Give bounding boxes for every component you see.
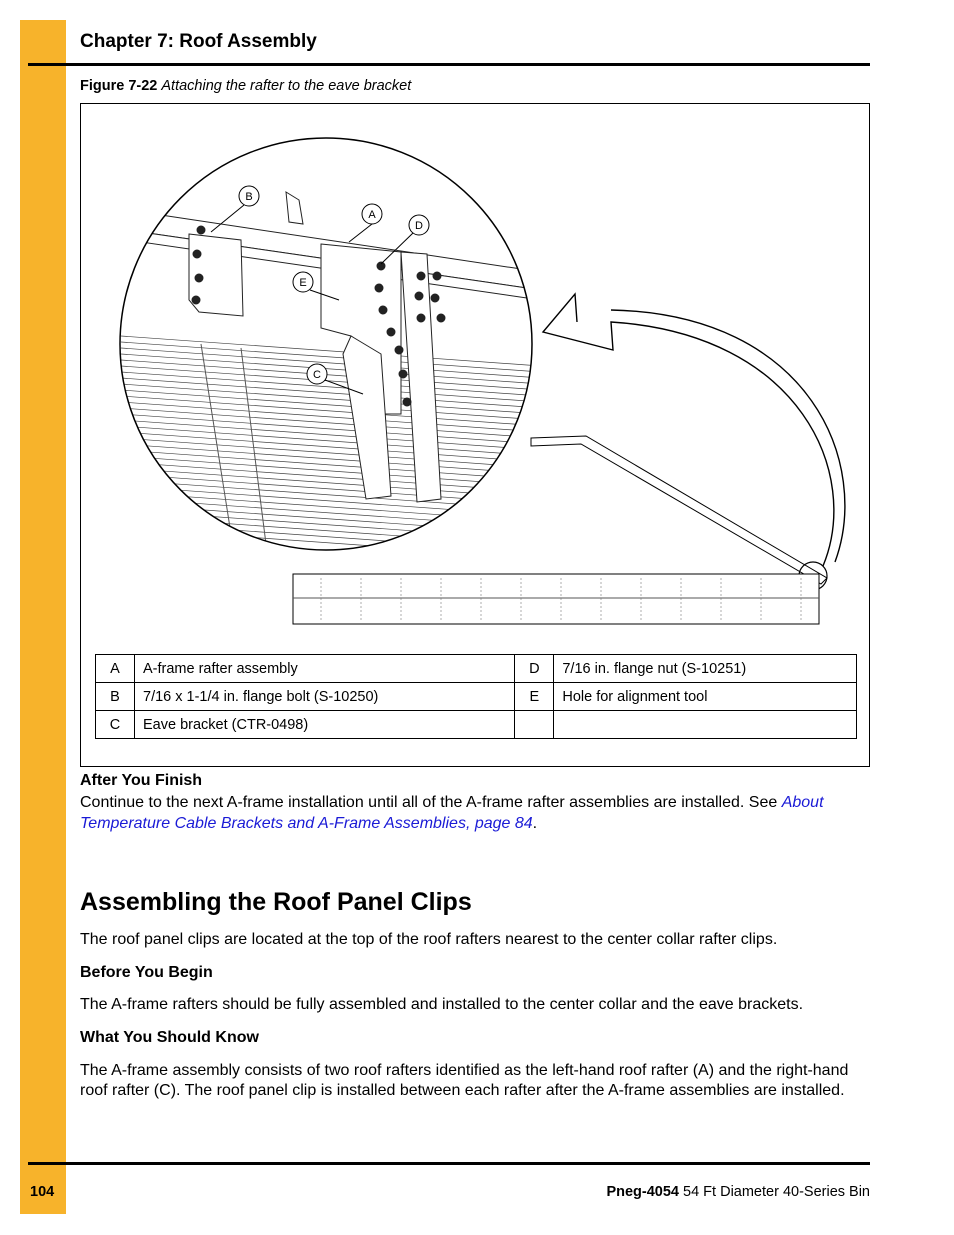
doc-id: Pneg-4054 — [606, 1184, 679, 1200]
before-you-begin-heading: Before You Begin — [80, 964, 213, 981]
legend-label: A-frame rafter assembly — [135, 655, 515, 683]
figure-frame — [80, 103, 870, 767]
legend-key: D — [515, 655, 554, 683]
page-number: 104 — [30, 1184, 55, 1200]
legend-label: 7/16 x 1-1/4 in. flange bolt (S-10250) — [135, 683, 515, 711]
header-rule — [28, 63, 870, 66]
legend-label — [554, 711, 857, 739]
after-you-finish-text — [80, 792, 870, 834]
figure-caption — [80, 78, 411, 94]
section-intro: The roof panel clips are located at the top of the roof rafters nearest to the center collar rafter clips. — [80, 931, 778, 948]
doc-title: 54 Ft Diameter 40-Series Bin — [679, 1184, 870, 1200]
legend-key — [515, 711, 554, 739]
chapter-sidebar-band — [20, 20, 66, 1214]
table-row — [96, 711, 857, 739]
legend-label: Eave bracket (CTR-0498) — [135, 711, 515, 739]
after-you-finish-heading: After You Finish — [80, 772, 203, 789]
what-you-should-know-text: The A-frame assembly consists of two roof rafters identified as the left-hand roof rafter (A) and the right-hand roof rafter (C). The roof panel clip is installed between each rafter after the A-frame assemblies are installed. — [80, 1062, 849, 1099]
what-you-should-know-heading: What You Should Know — [80, 1029, 259, 1046]
rafter-eave-illustration — [81, 104, 869, 649]
legend-label: 7/16 in. flange nut (S-10251) — [554, 655, 857, 683]
callout-a-label: A — [368, 209, 376, 221]
after-text: Continue to the next A-frame installation until all of the A-frame rafter assemblies are installed. See — [80, 794, 782, 811]
legend-key: C — [96, 711, 135, 739]
legend-label: Hole for alignment tool — [554, 683, 857, 711]
legend-key: A — [96, 655, 135, 683]
after-text-end: . — [532, 815, 538, 832]
table-row — [96, 655, 857, 683]
section-title: Assembling the Roof Panel Clips — [80, 888, 472, 916]
callout-d-label: D — [415, 220, 423, 232]
footer-rule — [28, 1162, 870, 1165]
callout-e-label: E — [299, 277, 307, 289]
legend-key: E — [515, 683, 554, 711]
figure-number: Figure 7-22 — [80, 78, 158, 94]
table-row — [96, 683, 857, 711]
footer-doc-info — [606, 1184, 870, 1200]
chapter-title: Chapter 7: Roof Assembly — [80, 31, 317, 52]
figure-caption-text: Attaching the rafter to the eave bracket — [161, 78, 412, 94]
callout-c-label: C — [313, 369, 321, 381]
figure-legend-table — [95, 654, 857, 739]
callout-b-label: B — [245, 191, 253, 203]
cross-reference-link[interactable]: About Temperature Cable Brackets and A-Frame Assemblies, page 84 — [80, 794, 824, 832]
before-you-begin-text: The A-frame rafters should be fully assembled and installed to the center collar and the eave brackets. — [80, 996, 804, 1013]
legend-key: B — [96, 683, 135, 711]
